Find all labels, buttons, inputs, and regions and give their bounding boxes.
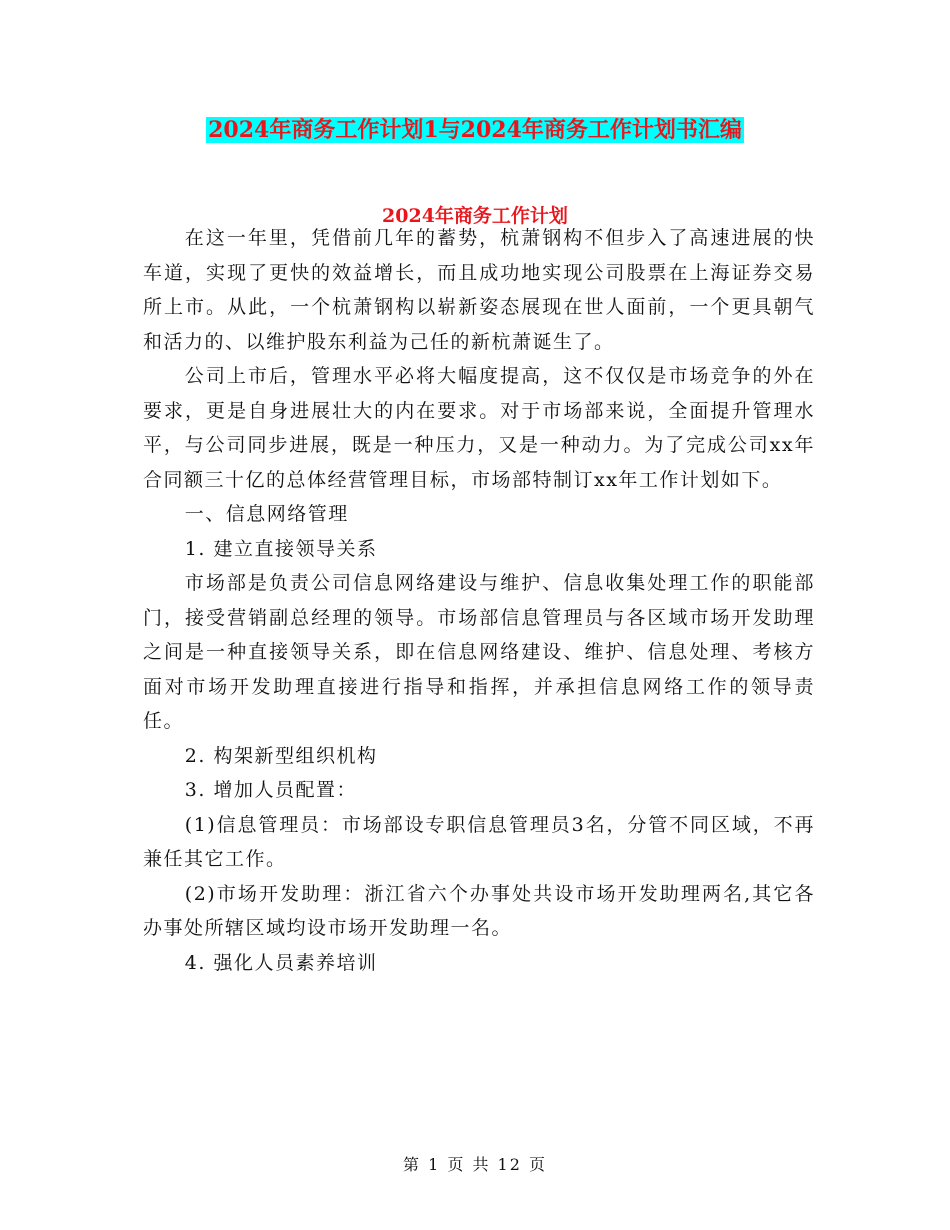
page-footer: 第 1 页 共 12 页 <box>403 1155 547 1174</box>
main-title-text: 2024年商务工作计划1与2024年商务工作计划书汇编 <box>208 117 742 143</box>
paragraph: 4. 强化人员素养培训 <box>184 951 378 974</box>
paragraph: 1. 建立直接领导关系 <box>184 537 378 560</box>
paragraph: 公司上市后，管理水平必将大幅度提高，这不仅仅是市场竞争的外在要求，更是自身进展壮大的内在要求。对于市场部来说，全面提升管理水平，与公司同步进展，既是一种压力，又是一种动力。为了完成公司xx年合同额三十亿的总体经营管理目标，市场部特制订xx年工作计划如下。 <box>143 365 815 491</box>
paragraph: (2)市场开发助理：浙江省六个办事处共设市场开发助理两名,其它各办事处所辖区域均设市场开发助理一名。 <box>143 882 815 939</box>
body-text <box>143 221 815 980</box>
paragraph: (1)信息管理员：市场部设专职信息管理员3名，分管不同区域，不再兼任其它工作。 <box>143 813 815 870</box>
paragraph: 市场部是负责公司信息网络建设与维护、信息收集处理工作的职能部门，接受营销副总经理的领导。市场部信息管理员与各区域市场开发助理之间是一种直接领导关系，即在信息网络建设、维护、信息处理、考核方面对市场开发助理直接进行指导和指挥，并承担信息网络工作的领导责任。 <box>143 572 815 732</box>
paragraph: 2. 构架新型组织机构 <box>184 744 378 767</box>
paragraph: 一、信息网络管理 <box>184 503 349 525</box>
paragraph: 3. 增加人员配置： <box>184 779 357 801</box>
paragraph: 在这一年里，凭借前几年的蓄势，杭萧钢构不但步入了高速进展的快车道，实现了更快的效益增长，而且成功地实现公司股票在上海证券交易所上市。从此，一个杭萧钢构以崭新姿态展现在世人面前，一个更具朝气和活力的、以维护股东利益为己任的新杭萧诞生了。 <box>143 227 815 353</box>
section-title: 2024年商务工作计划 <box>382 205 568 227</box>
document-main-title <box>0 112 950 148</box>
